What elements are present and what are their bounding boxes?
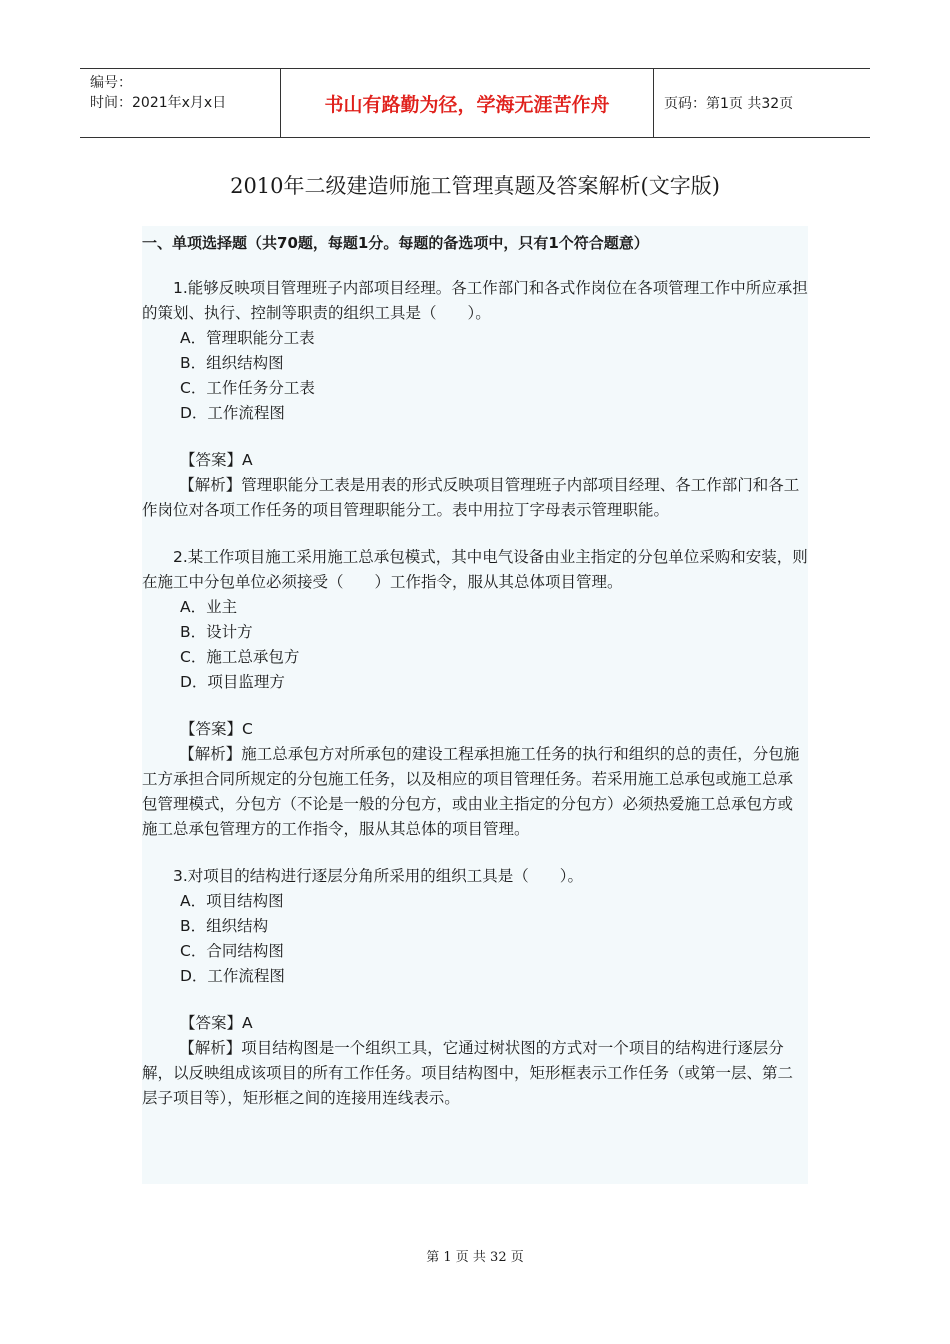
motto: 书山有路勤为径，学海无涯苦作舟	[281, 69, 654, 137]
explanation-text: 【解析】项目结构图是一个组织工具，它通过树状图的方式对一个项目的结构进行逐层分解，以反映组成该项目的所有工作任务。项目结构图中，矩形框表示工作任务（或第一层、第二层子项目等），矩形框之间的连接用连线表示。	[142, 1039, 794, 1107]
answer-text: 【答案】C	[180, 720, 253, 738]
answer-text: 【答案】A	[180, 1014, 253, 1032]
header-table	[80, 68, 870, 138]
time-label: 时间：2021年x月x日	[90, 95, 227, 111]
option-c: C．工作任务分工表	[180, 379, 315, 397]
option-d: D．工作流程图	[180, 404, 285, 422]
page-info: 页码：第1页 共32页	[664, 96, 794, 112]
option-a: A．业主	[180, 598, 238, 616]
number-label: 编号：	[90, 75, 132, 91]
page-footer: 第 1 页 共 32 页	[426, 1250, 524, 1265]
option-d: D．项目监理方	[180, 673, 285, 691]
question-text: 2.某工作项目施工采用施工总承包模式，其中电气设备由业主指定的分包单位采购和安装，则在施工中分包单位必须接受（ ）工作指令，服从其总体项目管理。	[142, 548, 808, 591]
option-c: C．施工总承包方	[180, 648, 300, 666]
explanation-text: 【解析】施工总承包方对所承包的建设工程承担施工任务的执行和组织的总的责任，分包施工方承担合同所规定的分包施工任务，以及相应的项目管理任务。若采用施工总承包或施工总承包管理模式，分包方（不论是一般的分包方，或由业主指定的分包方）必须热爱施工总承包方或施工总承包管理方的工作指令，服从其总体的项目管理。	[142, 745, 800, 838]
answer-1	[142, 448, 808, 523]
option-d: D．工作流程图	[180, 967, 285, 985]
question-1	[142, 276, 808, 426]
answer-2	[142, 717, 808, 842]
option-b: B．组织结构图	[180, 354, 284, 372]
option-c: C．合同结构图	[180, 942, 284, 960]
content-area	[142, 226, 808, 1184]
option-b: B．设计方	[180, 623, 253, 641]
question-text: 3.对项目的结构进行逐层分角所采用的组织工具是（ ）。	[173, 867, 584, 885]
option-b: B．组织结构	[180, 917, 269, 935]
answer-3	[142, 1011, 808, 1111]
question-3	[142, 864, 808, 989]
option-a: A．项目结构图	[180, 892, 284, 910]
answer-text: 【答案】A	[180, 451, 253, 469]
section-title: 一、单项选择题（共70题，每题1分。每题的备选项中，只有1个符合题意）	[142, 234, 649, 252]
question-text: 1.能够反映项目管理班子内部项目经理。各工作部门和各式作岗位在各项管理工作中所应承担的策划、执行、控制等职责的组织工具是（ ）。	[142, 279, 808, 322]
header-meta	[80, 69, 281, 137]
document-title: 2010年二级建造师施工管理真题及答案解析(文字版)	[230, 174, 720, 198]
question-2	[142, 545, 808, 695]
explanation-text: 【解析】管理职能分工表是用表的形式反映项目管理班子内部项目经理、各工作部门和各工作岗位对各项工作任务的项目管理职能分工。表中用拉丁字母表示管理职能。	[142, 476, 800, 519]
option-a: A．管理职能分工表	[180, 329, 315, 347]
